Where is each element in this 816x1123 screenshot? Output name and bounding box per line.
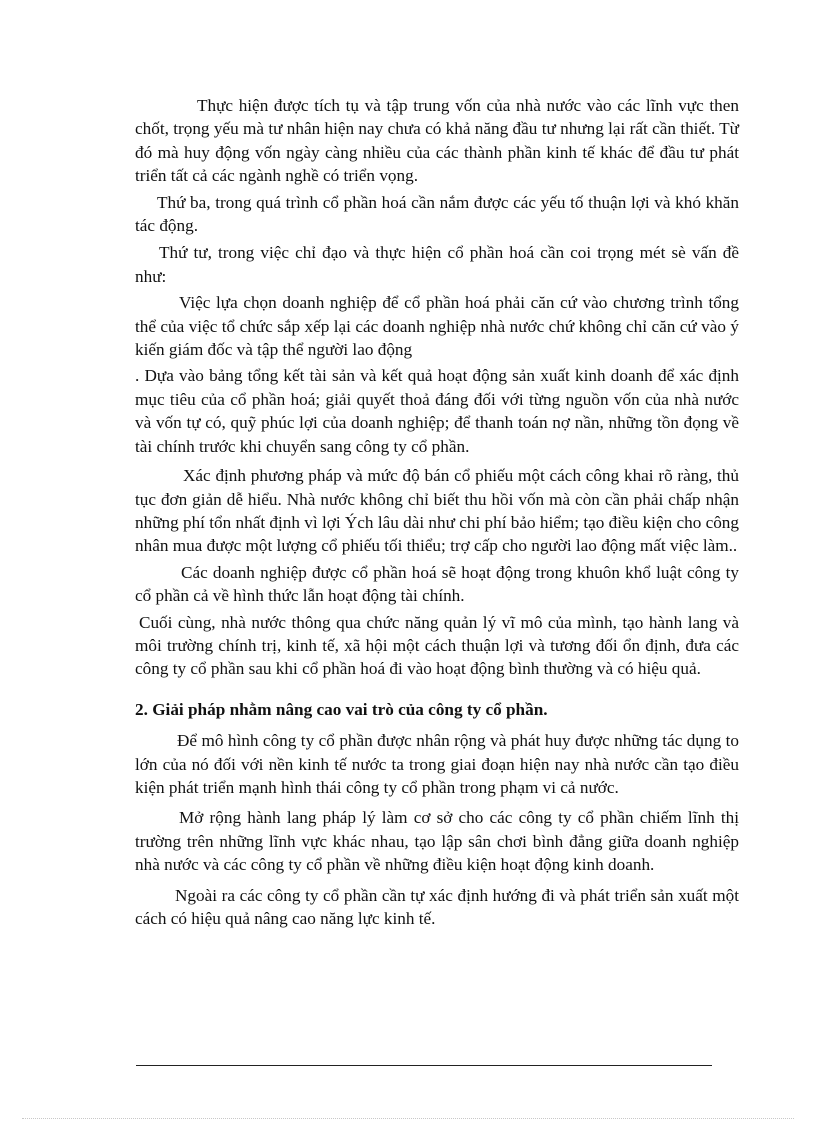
paragraph-share-sale-method: Xác định phương pháp và mức độ bán cổ phiếu một cách công khai rõ ràng, thủ tục đơn giản dễ hiểu. Nhà nước không chỉ biết thu hồi vốn mà còn cần phải chấp nhận những phí tổn nhất định vì lợi Ých lâu dài như chi phí bảo hiểm; tạo điều kiện cho công nhân mua được một lượng cổ phiếu tối thiểu; trợ cấp cho người lao động mất việc làm.. — [135, 466, 739, 556]
paragraph-direction: Ngoài ra các công ty cổ phần cần tự xác định hướng đi và phát triển sản xuất một cách có hiệu quả nâng cao năng lực kinh tế. — [135, 885, 739, 928]
paragraph-balance-sheet: . Dựa vào bảng tổng kết tài sản và kết quả hoạt động sản xuất kinh doanh để xác định mục tiêu của cổ phần hoá; giải quyết thoả đáng đối với từng nguồn vốn của nhà nước và vốn tự có, quỹ phúc lợi của doanh nghiệp; để thanh toán nợ nần, những tồn đọng về tài chính trước khi chuyển sang công ty cổ phần. — [135, 366, 739, 456]
paragraph-capital-accumulation: Thực hiện được tích tụ và tập trung vốn của nhà nước vào các lĩnh vực then chốt, trọng yếu mà tư nhân hiện nay chưa có khả năng đầu tư nhưng lại rất cần thiết. Từ đó mà huy động vốn ngày càng nhiều của các thành phần kinh tế khác để đầu tư phát triển tất cả các ngành nghề có triển vọng. — [135, 96, 739, 186]
paragraph-third-point: Thứ ba, trong quá trình cổ phần hoá cần nắm được các yếu tố thuận lợi và khó khăn tác động. — [135, 192, 739, 236]
paragraph-equitized-enterprises: Các doanh nghiệp được cổ phần hoá sẽ hoạt động trong khuôn khổ luật công ty cổ phần cả về hình thức lẫn hoạt động tài chính. — [135, 562, 739, 606]
paragraph-legal-corridor: Mở rộng hành lang pháp lý làm cơ sở cho các công ty cổ phần chiếm lĩnh thị trường trên những lĩnh vực khác nhau, tạo lập sân chơi bình đẳng giữa doanh nghiệp nhà nước và các công ty cổ phần về những điều kiện hoạt động kinh doanh. — [135, 808, 739, 875]
paragraph-fourth-point: Thứ tư, trong việc chỉ đạo và thực hiện cổ phần hoá cần coi trọng mét sè vấn đề như: — [135, 243, 739, 286]
paragraph-finally: Cuối cùng, nhà nước thông qua chức năng quản lý vĩ mô của mình, tạo hành lang và môi trường chính trị, kinh tế, xã hội một cách thuận lợi và tương đối ổn định, đưa các công ty cổ phần sau khi cổ phần hoá đi vào hoạt động bình thường và có hiệu quả. — [135, 612, 739, 679]
document-body — [135, 94, 739, 930]
footer-divider — [136, 1065, 712, 1066]
paragraph-model-expansion: Để mô hình công ty cổ phần được nhân rộng và phát huy được những tác dụng to lớn của nó đối với nền kinh tế nước ta trong giai đoạn hiện nay nhà nước cần tạo điều kiện phát triển mạnh hình thái công ty cổ phần trong phạm vi cả nước. — [135, 731, 739, 797]
section-heading: 2. Giải pháp nhằm nâng cao vai trò của công ty cổ phần. — [135, 699, 548, 719]
paragraph-enterprise-selection: Việc lựa chọn doanh nghiệp để cổ phần hoá phải căn cứ vào chương trình tổng thể của việc tổ chức sắp xếp lại các doanh nghiệp nhà nước chứ không chỉ căn cứ vào ý kiến giám đốc và tập thể người lao động — [135, 293, 739, 360]
page-bottom-edge — [22, 1118, 794, 1119]
